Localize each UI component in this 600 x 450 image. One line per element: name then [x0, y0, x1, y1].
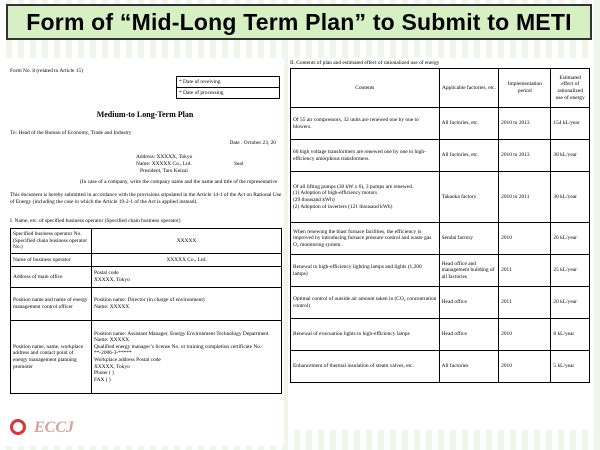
applicant-president: President, Taro Keizai	[140, 167, 188, 174]
operator-value-line: XXXXX Co., Ltd.	[166, 256, 207, 263]
measure-contents: Enhancement of thermal insulation of steam valves, etc.	[291, 351, 440, 383]
header-effect: Estimated effect of rationalized use of energy	[551, 69, 590, 108]
operator-value	[92, 229, 282, 254]
measure-factories: Head office	[439, 287, 499, 319]
operator-value	[92, 267, 282, 288]
measure-row	[291, 255, 590, 287]
operator-row	[11, 267, 282, 288]
operator-row	[11, 254, 282, 267]
measure-row	[291, 319, 590, 351]
operator-value-line: Qualified energy manager’s license No. or training completion certificate No.: **-2006-3-*****	[94, 343, 263, 357]
operator-row	[11, 321, 282, 394]
measure-factories: Head office	[439, 319, 499, 351]
measure-contents: Of all lifting pumps (30 kW x 6), 3 pumps are renewed. (1) Adoption of high-efficiency motors (29 thousand kWh) (2) Adoption of inverters (121 thousand kWh)	[291, 172, 440, 223]
measure-contents: When renewing the blast furnace facilities, the efficiency is improved by introducing furnace pressure control and waste gas O₂ monitoring system.	[291, 223, 440, 255]
header-contents: Contents	[291, 69, 440, 108]
slide-title: Form of “Mid-Long Term Plan” to Submit to METI	[26, 8, 572, 35]
operator-row	[11, 288, 282, 321]
seal-label: Seal	[234, 161, 244, 167]
measure-period: 2010	[499, 223, 551, 255]
header-period: Implementation period	[499, 69, 551, 108]
measure-factories: All factories, etc.	[439, 140, 499, 172]
measures-header-row	[291, 69, 590, 108]
measure-row	[291, 351, 590, 383]
operator-key: Position name and name of energy management control officer	[11, 288, 92, 321]
measure-period: 2010 to 2013	[499, 140, 551, 172]
operator-key: Name of business operator	[11, 254, 92, 267]
form-number: Form No. 8 (related to Article 15)	[10, 68, 83, 74]
section1-heading: I. Name, etc. of specified business operator (Specified chain business operator)	[10, 218, 181, 224]
operator-value	[92, 254, 282, 267]
measure-period: 2010	[499, 319, 551, 351]
measure-period: 2010	[499, 351, 551, 383]
measure-effect: 5 kL/year	[551, 351, 590, 383]
measure-period: 2011	[499, 287, 551, 319]
operator-value-line: Postal code	[94, 270, 119, 277]
operator-key: Position name, name, workplace address and contact point of energy management planning promoter	[11, 321, 92, 394]
receipt-field: * Date of receiving	[177, 77, 280, 88]
measures-table	[290, 68, 590, 383]
operator-value	[92, 321, 282, 394]
measure-contents: Renewal of evacuation lights to high-efficiency lamps	[291, 319, 440, 351]
form-addressee: To: Head of the Bureau of Economy, Trade and Industry	[10, 130, 132, 136]
operator-value-line: Position name: Assistant Manager, Energy Environment Technology Department	[94, 330, 269, 337]
measure-row	[291, 140, 590, 172]
measure-row	[291, 223, 590, 255]
measure-period: 2010 to 2011	[499, 172, 551, 223]
operator-value-line: FAX ( )	[94, 376, 111, 383]
measure-factories: Takaoka factory	[439, 172, 499, 223]
operator-value-line: Name: XXXXX	[94, 304, 130, 310]
submit-statement: This document is hereby submitted in accordance with the provisions stipulated in the Article 14-1 of the Act on Rational Use of Energy (including the case in which the Article 19-2-1 of the Act is applied instead).	[10, 192, 282, 205]
measure-contents: 66 high voltage transformers are renewed one by one to high-efficiency amorphous transformers.	[291, 140, 440, 172]
measure-row	[291, 287, 590, 319]
measure-factories: All factories, etc.	[439, 108, 499, 140]
operator-key: Address of main office	[11, 267, 92, 288]
form-document	[6, 58, 284, 446]
measure-row	[291, 172, 590, 223]
logo-text: ECCJ	[34, 419, 75, 436]
receipt-field: * Date of processing	[177, 88, 280, 99]
measure-effect: 154 kL/year	[551, 108, 590, 140]
measure-contents: Optimal control of outside air amount taken in (CO₂ concentration control)	[291, 287, 440, 319]
measure-effect: 25 kL/year	[551, 255, 590, 287]
receipt-table	[176, 76, 280, 99]
plan-document	[288, 58, 592, 430]
measure-contents: Of 55 air compressors, 32 units are renewed one by one to blowers.	[291, 108, 440, 140]
operator-table	[10, 228, 282, 394]
measure-factories: All factories	[439, 351, 499, 383]
slide-title-banner	[6, 4, 592, 40]
applicant-name: Name: XXXXX Co., Ltd.	[136, 160, 192, 167]
operator-value	[92, 288, 282, 321]
operator-value-line: XXXXX	[176, 237, 197, 244]
measure-row	[291, 108, 590, 140]
measure-period: 2010 to 2013	[499, 108, 551, 140]
section2-heading: II. Contents of plan and estimated effect of rationalized use of energy	[290, 60, 440, 66]
operator-value-line: Name: XXXXX	[94, 337, 130, 344]
measure-period: 2011	[499, 255, 551, 287]
measure-effect: 38 kL/year	[551, 140, 590, 172]
logo-mark-icon	[10, 419, 26, 435]
operator-row	[11, 229, 282, 254]
measure-effect: 8 kL/year	[551, 319, 590, 351]
measure-factories: Sendai factory	[439, 223, 499, 255]
form-date: Date : October 23, 20	[229, 140, 276, 146]
operator-value-line: XXXXX, Tokyo	[94, 363, 130, 370]
operator-value-line: Phone ( )	[94, 370, 114, 377]
applicant-block	[136, 154, 282, 174]
operator-value-line: Workplace address Postal code	[94, 357, 161, 363]
form-title: Medium-to Long-Term Plan	[96, 110, 194, 119]
measure-effect: 30 kL/year	[551, 172, 590, 223]
operator-value-line: Position name: Director (in charge of environment)	[94, 297, 205, 304]
measure-effect: 26 kL/year	[551, 223, 590, 255]
operator-key: Specified business operator No. (Specified chain business operator No.)	[11, 229, 92, 254]
applicant-address: Address: XXXXX, Tokyo	[136, 154, 193, 160]
measure-factories: Head office and management building of all factories	[439, 255, 499, 287]
measure-effect: 20 kL/year	[551, 287, 590, 319]
company-note: (In case of a company, write the company name and the name and title of the representative	[80, 179, 278, 185]
eccj-logo	[8, 405, 78, 445]
header-factories: Applicable factories, etc.	[439, 69, 499, 108]
measure-contents: Renewal to high-efficiency lighting lamps and lights (1,200 lamps)	[291, 255, 440, 287]
operator-value-line: XXXXX, Tokyo	[94, 277, 130, 283]
